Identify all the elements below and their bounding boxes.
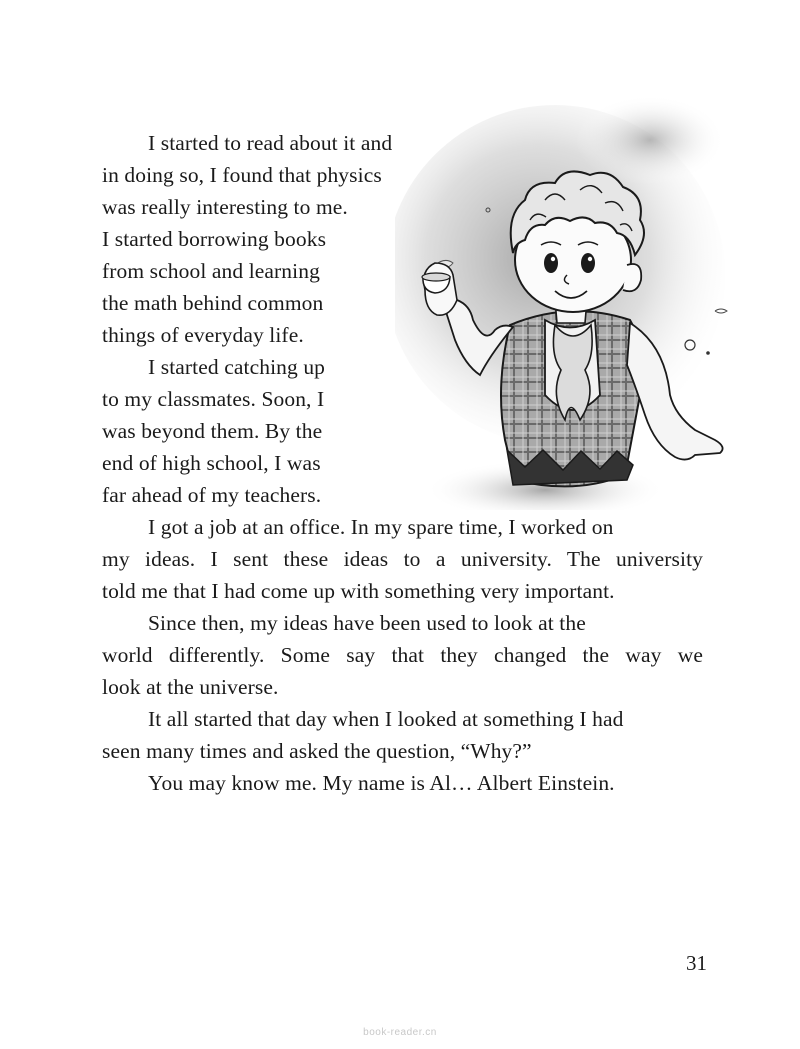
story-line: from school and learning bbox=[102, 259, 320, 283]
story-line: It all started that day when I looked at something I had bbox=[148, 707, 624, 731]
cloud-shape bbox=[575, 95, 725, 185]
story-line: my ideas. I sent these ideas to a university. The university bbox=[102, 547, 703, 571]
story-line: in doing so, I found that physics bbox=[102, 163, 382, 187]
page-number: 31 bbox=[686, 951, 707, 975]
story-line: I got a job at an office. In my spare time, I worked on bbox=[148, 515, 614, 539]
story-line: end of high school, I was bbox=[102, 451, 321, 475]
story-line: Since then, my ideas have been used to look at the bbox=[148, 611, 586, 635]
story-line: I started borrowing books bbox=[102, 227, 327, 251]
story-line: look at the universe. bbox=[102, 675, 279, 699]
boy-illustration bbox=[395, 95, 745, 510]
story-line: You may know me. My name is Al… Albert Einstein. bbox=[148, 771, 615, 795]
story-line: told me that I had come up with something very important. bbox=[102, 579, 615, 603]
story-line: was really interesting to me. bbox=[102, 195, 348, 219]
story-line: seen many times and asked the question, “Why?” bbox=[102, 739, 532, 763]
watermark: book-reader.cn bbox=[363, 1027, 437, 1038]
story-line: far ahead of my teachers. bbox=[102, 483, 322, 507]
story-line: the math behind common bbox=[102, 291, 324, 315]
story-line: world differently. Some say that they changed the way we bbox=[102, 643, 703, 667]
eye-left bbox=[544, 253, 558, 273]
story-line: I started to read about it and bbox=[148, 131, 393, 155]
cup-rim bbox=[422, 273, 450, 281]
story-line: was beyond them. By the bbox=[102, 419, 323, 443]
story-line: I started catching up bbox=[148, 355, 326, 379]
story-line: things of everyday life. bbox=[102, 323, 304, 347]
story-line: to my classmates. Soon, I bbox=[102, 387, 325, 411]
cravat bbox=[553, 325, 592, 420]
eye-right bbox=[581, 253, 595, 273]
bubble-icon bbox=[706, 351, 710, 355]
